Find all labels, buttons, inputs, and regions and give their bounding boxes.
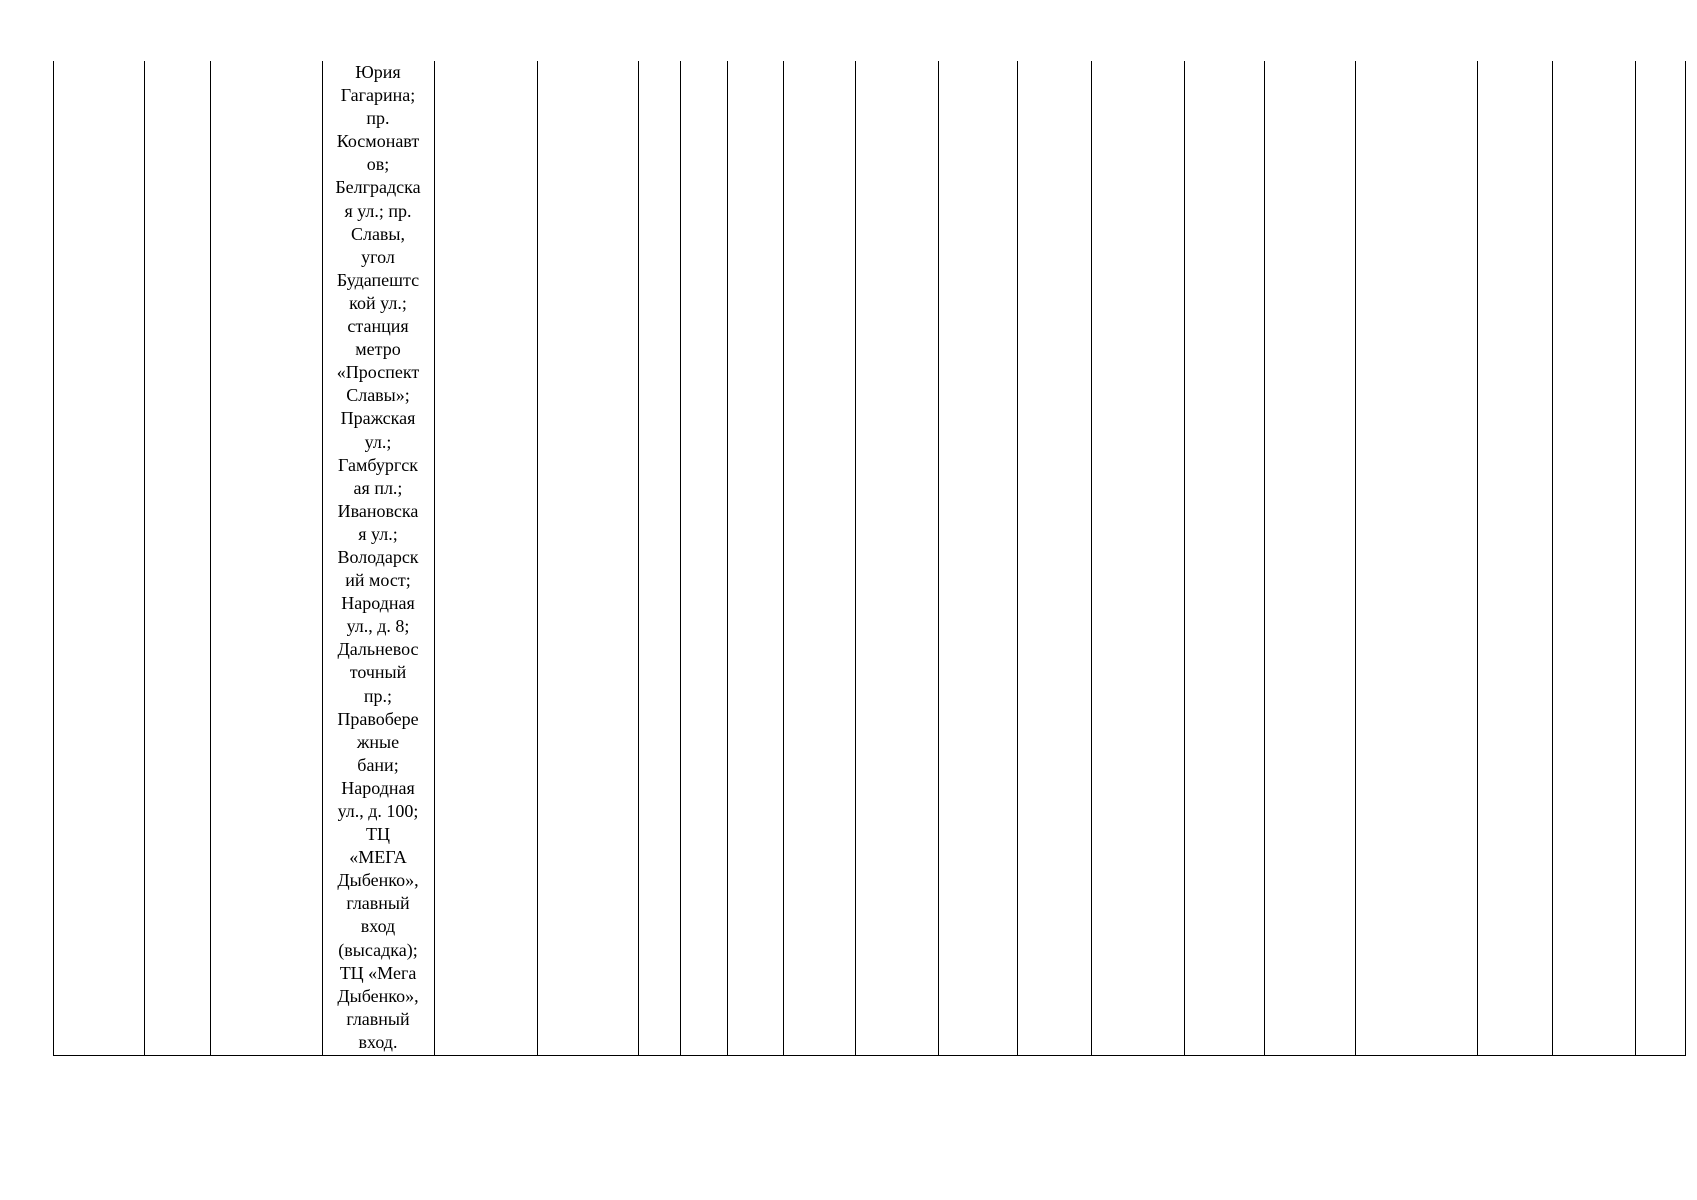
stop-line: вход. <box>358 1031 398 1052</box>
column-border <box>144 61 145 1056</box>
stop-line: Пражская <box>340 408 416 429</box>
table-bottom-border <box>53 1055 1686 1056</box>
stop-line: (высадка); <box>338 939 418 960</box>
stop-line: Правобере <box>337 708 419 729</box>
stop-line: Гамбургск <box>338 454 418 475</box>
stop-line: Гагарина; <box>340 85 416 106</box>
column-border <box>1017 61 1018 1056</box>
stop-line: главный <box>346 1008 410 1029</box>
column-border <box>1184 61 1185 1056</box>
stop-line: Народная <box>341 777 415 798</box>
stop-line: ий мост; <box>345 570 411 591</box>
column-border <box>53 61 54 1056</box>
stop-line: Славы»; <box>346 385 410 406</box>
column-border <box>1552 61 1553 1056</box>
route-table <box>53 61 1686 1056</box>
stop-line: станция <box>347 316 409 337</box>
stop-line: ТЦ <box>366 824 390 845</box>
stop-line: бани; <box>357 754 399 775</box>
column-border <box>727 61 728 1056</box>
stop-line: Народная <box>341 593 415 614</box>
column-border <box>1477 61 1478 1056</box>
stop-line: «МЕГА <box>349 847 407 868</box>
column-border <box>434 61 435 1056</box>
stop-line: Будапештс <box>336 269 420 290</box>
stop-line: ул., д. 8; <box>346 616 410 637</box>
stop-line: Космонавт <box>336 131 420 152</box>
column-border <box>638 61 639 1056</box>
stops-cell <box>322 61 434 1055</box>
column-border <box>1091 61 1092 1056</box>
stop-line: Славы, <box>350 223 406 244</box>
stop-line: жные <box>356 731 400 752</box>
column-border <box>680 61 681 1056</box>
stop-line: Белградска <box>335 177 421 198</box>
stop-line: ов; <box>366 154 390 175</box>
stop-line: ТЦ «Мега <box>339 962 417 983</box>
column-border <box>1355 61 1356 1056</box>
stop-line: ая пл.; <box>353 477 403 498</box>
stop-line: ул.; <box>364 431 392 452</box>
stop-line: метро <box>355 339 401 360</box>
column-border <box>1635 61 1636 1056</box>
column-border <box>537 61 538 1056</box>
stop-line: Юрия <box>355 62 401 82</box>
stop-line: ул., д. 100; <box>337 801 419 821</box>
stop-line: угол <box>361 246 395 267</box>
column-border <box>783 61 784 1056</box>
stop-line: пр. <box>366 108 390 129</box>
column-border <box>1264 61 1265 1056</box>
stop-line: я ул.; пр. <box>344 200 412 221</box>
stop-line: Володарск <box>337 546 419 567</box>
column-border <box>938 61 939 1056</box>
column-border <box>210 61 211 1056</box>
stop-line: кой ул.; <box>349 292 407 313</box>
column-border <box>1685 61 1686 1056</box>
stop-line: Дыбенко», <box>337 985 419 1006</box>
stop-line: Дыбенко», <box>337 870 419 891</box>
stop-line: я ул.; <box>358 523 398 544</box>
stop-line: вход <box>360 916 396 937</box>
stop-line: Ивановска <box>337 500 419 521</box>
stop-line: «Проспект <box>336 362 420 383</box>
stop-line: точный <box>349 662 407 683</box>
column-border <box>855 61 856 1056</box>
stop-line: Дальневос <box>337 639 419 660</box>
stop-line: пр.; <box>363 685 393 706</box>
stop-line: главный <box>346 893 410 914</box>
